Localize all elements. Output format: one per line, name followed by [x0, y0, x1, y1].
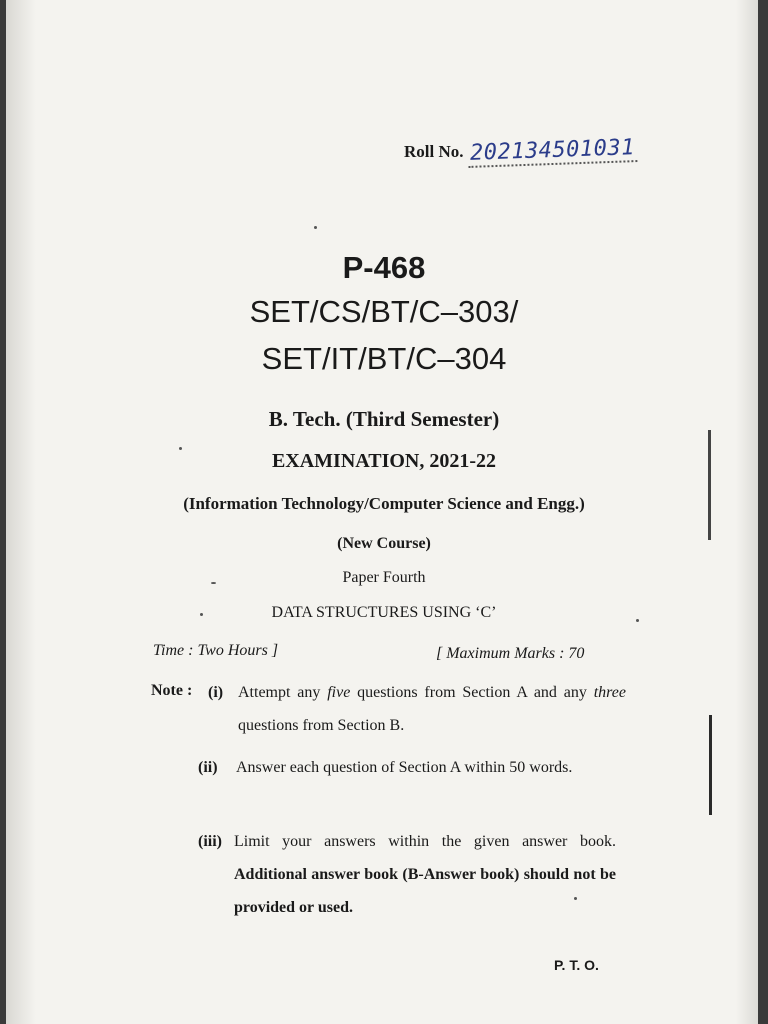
binding-mark-right-upper: [708, 430, 711, 540]
course-type: (New Course): [337, 535, 431, 552]
roll-number-handwritten-value: 202134501031: [467, 135, 637, 168]
note-item-text: [238, 676, 626, 742]
subject-title: DATA STRUCTURES USING ‘C’: [271, 604, 497, 621]
roll-number-label: Roll No.: [404, 142, 464, 161]
note-item-text: Answer each question of Section A within 50 words.: [236, 759, 573, 776]
paper-number: Paper Fourth: [342, 569, 426, 586]
note-text-part: questions from Section B.: [238, 717, 405, 734]
examination-year: EXAMINATION, 2021-22: [271, 450, 497, 472]
exam-duration: Time : Two Hours ]: [153, 642, 279, 659]
degree-title: B. Tech. (Third Semester): [268, 407, 500, 431]
note-item-number: (ii): [198, 759, 218, 776]
binding-mark-right-lower: [709, 715, 712, 815]
paper-code: P-468: [342, 250, 426, 285]
note-text-part: Additional answer book (B-Answer book) should not be provided or used.: [234, 866, 616, 916]
note-item-text: [234, 825, 616, 924]
note-emphasis: three: [593, 684, 626, 701]
scan-speck: [314, 226, 317, 229]
note-label: Note :: [151, 682, 193, 699]
note-text-part: questions from Section A and any: [350, 684, 594, 701]
note-text-part: Limit your answers within the given answer book.: [234, 833, 616, 850]
please-turn-over: P. T. O.: [554, 957, 599, 973]
set-code-line-1: SET/CS/BT/C–303/: [249, 294, 519, 329]
branch-name: (Information Technology/Computer Science and Engg.): [183, 494, 585, 513]
note-text-part: Attempt any: [238, 684, 328, 701]
roll-number: [404, 135, 637, 166]
note-item-number: (iii): [198, 833, 222, 850]
set-code-line-2: SET/IT/BT/C–304: [261, 341, 507, 376]
maximum-marks: [ Maximum Marks : 70: [436, 645, 585, 662]
note-item-number: (i): [208, 684, 224, 701]
note-emphasis: five: [327, 684, 351, 701]
